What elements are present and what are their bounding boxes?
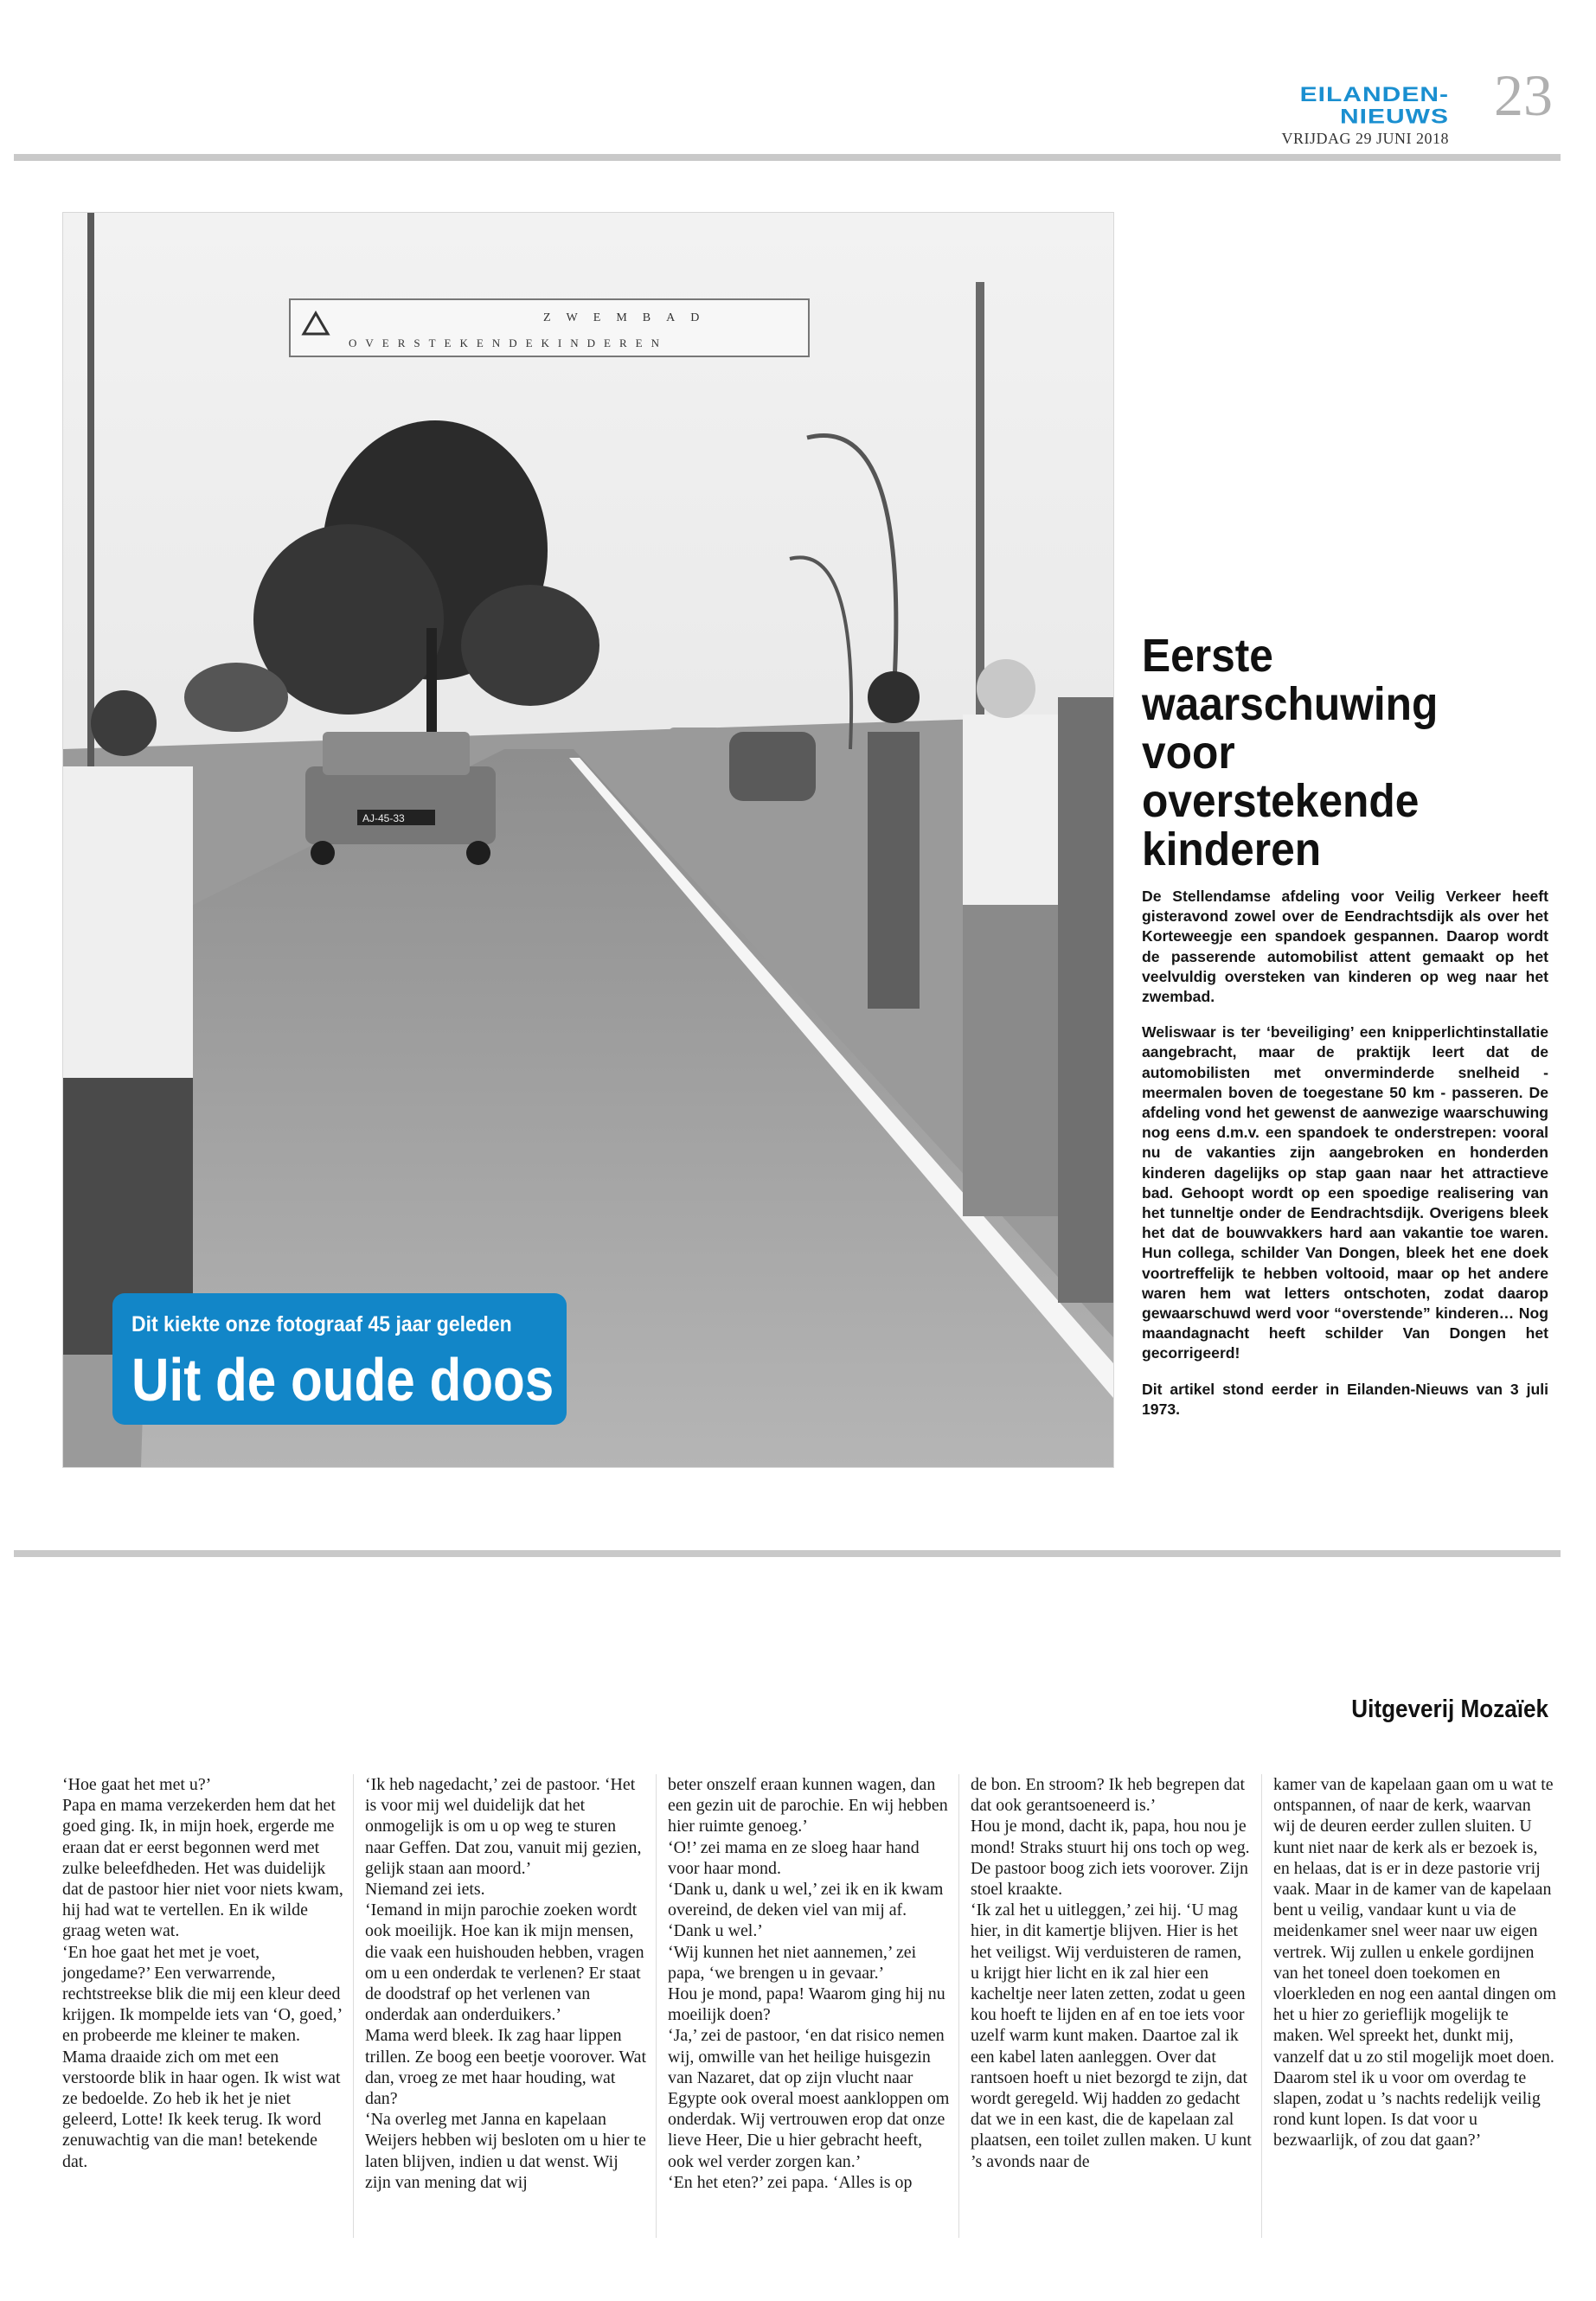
story-column bbox=[62, 1774, 345, 2172]
story-paragraph: ‘En hoe gaat het met je voet, jongedame?’ Een verwarrende, rechtstreekse blik die mij een kleur deed krijgen. Ik mompelde iets van ‘O, goed,’ en probeerde me kleiner te maken. bbox=[62, 1942, 342, 2046]
section-badge bbox=[112, 1293, 567, 1425]
story-column bbox=[971, 1774, 1253, 2172]
badge-title: Uit de oude doos bbox=[131, 1346, 554, 1413]
column-separator bbox=[1261, 1774, 1262, 2238]
story-paragraph: Mama draaide zich om met een verstoorde blik in haar ogen. Ik wist wat ze bedoelde. Zo heb ik het je niet geleerd, Lotte! Ik keek terug. Ik word zenuwachtig van die man! betekende dat. bbox=[62, 2047, 341, 2171]
issue-date: VRIJDAG 29 JUNI 2018 bbox=[1281, 130, 1449, 147]
story-paragraph: Hou je mond, papa! Waarom ging hij nu moeilijk doen? bbox=[668, 1984, 945, 2025]
mid-divider bbox=[14, 1550, 1561, 1557]
story-paragraph: Niemand zei iets. bbox=[365, 1880, 485, 1900]
story-column bbox=[1273, 1774, 1556, 2151]
story-column bbox=[365, 1774, 648, 2193]
story-paragraph: Mama werd bleek. Ik zag haar lippen trillen. Ze boog een beetje voorover. Wat dan, vroeg ze met haar houding, wat dan? bbox=[365, 2026, 647, 2109]
article-paragraph: Weliswaar is ter ‘beveiliging’ een knipperlichtinstallatie aangebracht, maar de praktijk leert dat de automobilisten met onverminderde snelheid - meermalen boven de toegestane 50 km - passeren. De afdeling vond het gewenst de aanwezige waarschuwing nog eens d.m.v. een spandoek te onderstrepen: vooral nu de vakanties zijn aangebroken en honderden kinderen dagelijks op stap gaan naar het attractieve bad. Gehoopt wordt op een spoedige realisering van het tunneltje onder de Eendrachtsdijk. Overigens bleek het dat de bouwvakkers hard aan vakantie toe waren. Hun collega, schilder Van Dongen, bleek het ene doek voortreffelijk te hebben voltooid, maar op het andere waren hem wat letters ontschoten, zodat daarop gewaarschuwd werd voor “overstende” kinderen… Nog maandagnacht heeft schilder Van Dongen het gecorrigeerd! bbox=[1142, 1023, 1548, 1362]
story-paragraph: ‘Dank u, dank u wel,’ zei ik en ik kwam overeind, de deken viel van mij af. ‘Dank u wel.’ bbox=[668, 1880, 944, 1941]
story-paragraph: Hou je mond, dacht ik, papa, hou nou je mond! Straks stuurt hij ons toch op weg. bbox=[971, 1817, 1250, 1857]
page-number: 23 bbox=[1494, 62, 1553, 128]
story-paragraph: De pastoor boog zich iets voorover. Zijn stoel kraakte. bbox=[971, 1858, 1248, 1900]
article-body bbox=[1142, 887, 1548, 1435]
publisher-credit: Uitgeverij Mozaïek bbox=[1351, 1695, 1548, 1723]
top-divider bbox=[14, 154, 1561, 161]
article-headline: Eerste waarschuwing voor overstekende kinderen bbox=[1142, 630, 1439, 875]
story-paragraph: ‘Na overleg met Janna en kapelaan Weijers hebben wij besloten om u hier te laten blijven, indien u dat wenst. Wij zijn van mening dat wij bbox=[365, 2110, 646, 2192]
story-paragraph: ‘Wij kunnen het niet aannemen,’ zei papa, ‘we brengen u in gevaar.’ bbox=[668, 1942, 917, 1983]
badge-kicker: Dit kiekte onze fotograaf 45 jaar geleden bbox=[131, 1312, 512, 1336]
story-paragraph: ‘Ja,’ zei de pastoor, ‘en dat risico nemen wij, omwille van het heilige huisgezin van Nazaret, dat op zijn vlucht naar Egypte ook overal moest aankloppen om onderdak. Wij vertrouwen erop dat onze lieve Heer, Die u hier gebracht heeft, ook wel verder zorgen kan.’ bbox=[668, 2026, 950, 2171]
banner-text-top: ZWEMBAD bbox=[543, 311, 715, 324]
story-paragraph: de bon. En stroom? Ik heb begrepen dat dat ook gerantsoeneerd is.’ bbox=[971, 1775, 1246, 1816]
story-paragraph: beter onszelf eraan kunnen wagen, dan een gezin uit de parochie. En wij hebben hier ruimte genoeg.’ bbox=[668, 1775, 948, 1836]
column-separator bbox=[958, 1774, 959, 2238]
column-separator bbox=[656, 1774, 657, 2238]
article-paragraph: Dit artikel stond eerder in Eilanden-Nieuws van 3 juli 1973. bbox=[1142, 1380, 1548, 1418]
article-paragraph: De Stellendamse afdeling voor Veilig Verkeer heeft gisteravond zowel over de Eendrachtsdijk als over het Korteweegje een spandoek gespannen. Daarop wordt de passerende automobilist attent gemaakt op het veelvuldig oversteken van kinderen op weg naar het zwembad. bbox=[1142, 888, 1548, 1006]
story-paragraph: ‘Hoe gaat het met u?’ bbox=[62, 1775, 212, 1794]
banner-text-bottom: OVERSTEKENDEKINDEREN bbox=[349, 336, 668, 349]
story-paragraph: ‘En het eten?’ zei papa. ‘Alles is op bbox=[668, 2172, 913, 2192]
story-paragraph: ‘Iemand in mijn parochie zoeken wordt ook moeilijk. Hoe kan ik mijn mensen, die vaak een huishouden hebben, vragen om u een onderdak te verlenen? Er staat de doodstraf op het verlenen van onderdak aan onderduikers.’ bbox=[365, 1900, 644, 2025]
story-paragraph: kamer van de kapelaan gaan om u wat te ontspannen, of naar de kerk, waarvan wij de deuren eerder zullen sluiten. U kunt niet naar de kerk als er bezoek is, en helaas, dat is er in deze pastorie vrij vaak. Maar in de kamer van de kapelaan bent u veilig, vandaar kunt u via de meidenkamer snel weer naar uw eigen vertrek. Wij zullen u enkele gordijnen van het toneel doen toekomen en vloerkleden en nog een aantal dingen om het u hier zo gerieflijk mogelijk te maken. Wel spreekt het, dunkt mij, vanzelf dat u zo stil mogelijk moet doen. Daarom stel ik u voor om overdag te slapen, zodat u ’s nachts redelijk veilig rond kunt lopen. Is dat voor u bezwaarlijk, of zou dat gaan?’ bbox=[1273, 1775, 1556, 2150]
story-paragraph: ‘Ik heb nagedacht,’ zei de pastoor. ‘Het is voor mij wel duidelijk dat het onmogelijk is om u op weg te sturen naar Geffen. Dat zou, vanuit mij gezien, gelijk staan aan moord.’ bbox=[365, 1775, 642, 1878]
story-paragraph: Papa en mama verzekerden hem dat het goed ging. Ik, in mijn hoek, ergerde me eraan dat er eerst begonnen werd met zulke beleefdheden. Het was duidelijk dat de pastoor hier niet voor niets kwam, hij had wat te vertellen. En ik wilde graag weten wat. bbox=[62, 1796, 343, 1941]
story-paragraph: ‘O!’ zei mama en ze sloeg haar hand voor haar mond. bbox=[668, 1837, 920, 1878]
story-column bbox=[668, 1774, 951, 2193]
story-paragraph: ‘Ik zal het u uitleggen,’ zei hij. ‘U mag hier, in dit kamertje blijven. Hier is het het veiligst. Wij verduisteren de ramen, u krijgt hier licht en ik zal hier een kacheltje neer laten zetten, zodat u geen kou hoeft te lijden en af en toe iets voor uzelf warm kunt maken. Daartoe zal ik een kabel laten aanleggen. Over dat rantsoen hoeft u niet bezorgd te zijn, dat wordt geregeld. Wij hadden zo gedacht dat we in een kast, die de kapelaan zal plaatsen, een toilet zullen maken. U kunt ’s avonds naar de bbox=[971, 1900, 1252, 2171]
masthead bbox=[1250, 73, 1449, 148]
car-plate: AJ-45-33 bbox=[362, 812, 405, 824]
historic-photo bbox=[62, 212, 1114, 1468]
column-separator bbox=[353, 1774, 354, 2238]
newspaper-logo: EILANDEN-NIEUWS bbox=[1299, 83, 1449, 128]
